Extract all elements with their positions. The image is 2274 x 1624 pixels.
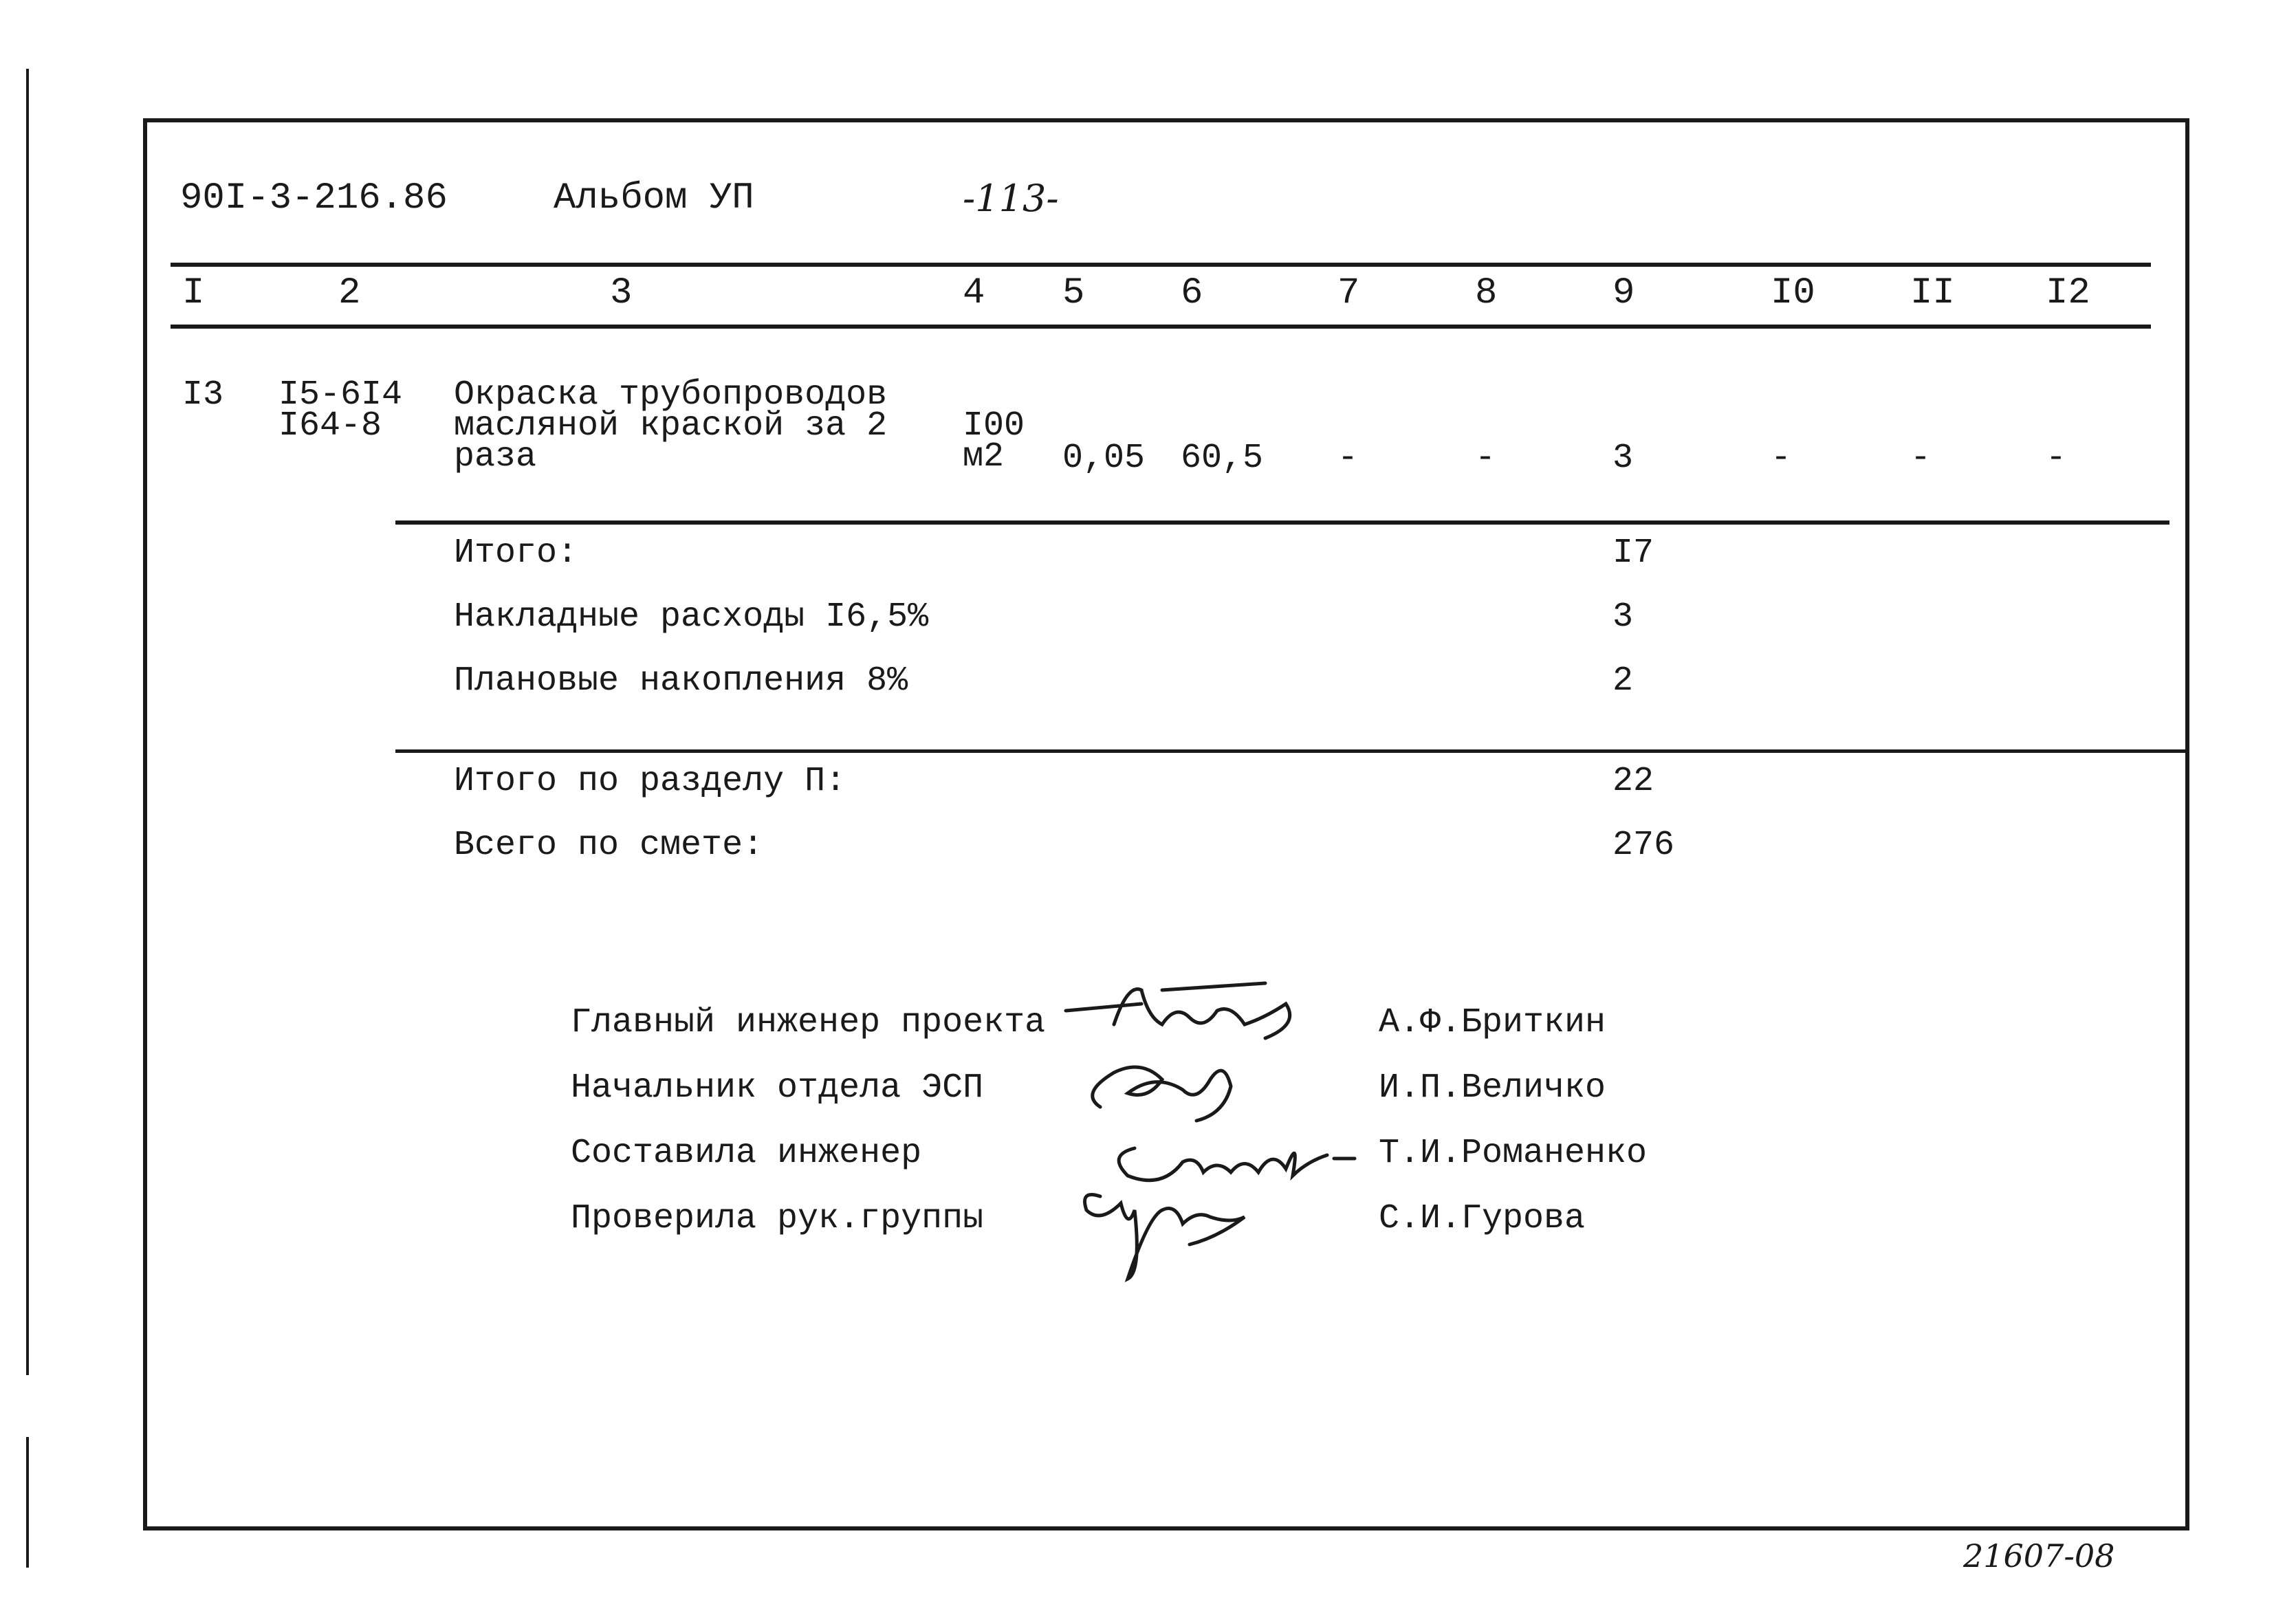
row-col8: - — [1475, 439, 1496, 478]
document-code: 90I-3-216.86 — [180, 177, 448, 219]
column-header: 5 — [1062, 272, 1085, 314]
column-header: 2 — [338, 272, 361, 314]
signature-role: Главный инженер проекта — [571, 1003, 1046, 1042]
signature-role: Составила инженер — [571, 1134, 922, 1173]
row-col11: - — [1910, 439, 1932, 478]
archive-number: 21607-08 — [1963, 1537, 2115, 1574]
row-unit-2: м2 — [963, 437, 1005, 476]
estimate-total-value: 276 — [1612, 826, 1675, 865]
signature-name: Т.И.Романенко — [1379, 1134, 1648, 1173]
row-unit-1: I00 — [963, 406, 1025, 446]
handwritten-signature-1 — [1059, 976, 1334, 1052]
row-description-2: масляной краской за 2 — [454, 406, 888, 446]
row-code-2: I64-8 — [278, 406, 382, 446]
section-total-label: Итого по разделу П: — [454, 762, 846, 801]
totals-top-rule — [395, 520, 2169, 525]
row-col12: - — [2046, 439, 2067, 478]
handwritten-signature-4 — [1073, 1176, 1265, 1286]
album-label: Альбом УП — [554, 177, 754, 219]
section-total-value: 22 — [1612, 762, 1654, 801]
page-number: -113- — [963, 177, 1059, 220]
signature-name: А.Ф.Бриткин — [1379, 1003, 1606, 1042]
column-header: I — [182, 272, 205, 314]
column-header: 7 — [1337, 272, 1360, 314]
row-number: I3 — [182, 375, 224, 415]
row-col10: - — [1771, 439, 1792, 478]
margin-line — [26, 69, 29, 1375]
column-header: I0 — [1771, 272, 1815, 314]
planned-savings-label: Плановые накопления 8% — [454, 661, 908, 701]
overhead-label: Накладные расходы I6,5% — [454, 597, 929, 637]
column-header: 3 — [610, 272, 633, 314]
row-description-3: раза — [454, 437, 537, 476]
total-label: Итого: — [454, 534, 578, 573]
column-header: 9 — [1612, 272, 1635, 314]
row-code-1: I5-6I4 — [278, 375, 403, 415]
signature-name: И.П.Величко — [1379, 1068, 1606, 1108]
column-header: II — [1910, 272, 1955, 314]
row-col5: 0,05 — [1062, 439, 1146, 478]
row-col6: 60,5 — [1181, 439, 1264, 478]
section-total-rule — [395, 749, 2189, 753]
page-frame — [143, 118, 2189, 1530]
signature-name: С.И.Гурова — [1379, 1199, 1586, 1238]
row-description-1: Окраска трубопроводов — [454, 375, 888, 415]
margin-line-lower — [26, 1437, 29, 1568]
overhead-value: 3 — [1612, 597, 1634, 637]
planned-savings-value: 2 — [1612, 661, 1634, 701]
row-col7: - — [1337, 439, 1359, 478]
column-header: 8 — [1475, 272, 1498, 314]
signature-role: Проверила рук.группы — [571, 1199, 984, 1238]
column-header: I2 — [2046, 272, 2090, 314]
estimate-total-label: Всего по смете: — [454, 826, 764, 865]
column-header: 6 — [1181, 272, 1203, 314]
total-value: I7 — [1612, 534, 1654, 573]
column-header: 4 — [963, 272, 985, 314]
handwritten-signature-2 — [1073, 1052, 1279, 1128]
row-col9: 3 — [1612, 439, 1634, 478]
header-top-rule — [171, 263, 2151, 267]
header-bottom-rule — [171, 325, 2151, 329]
signature-role: Начальник отдела ЭСП — [571, 1068, 984, 1108]
